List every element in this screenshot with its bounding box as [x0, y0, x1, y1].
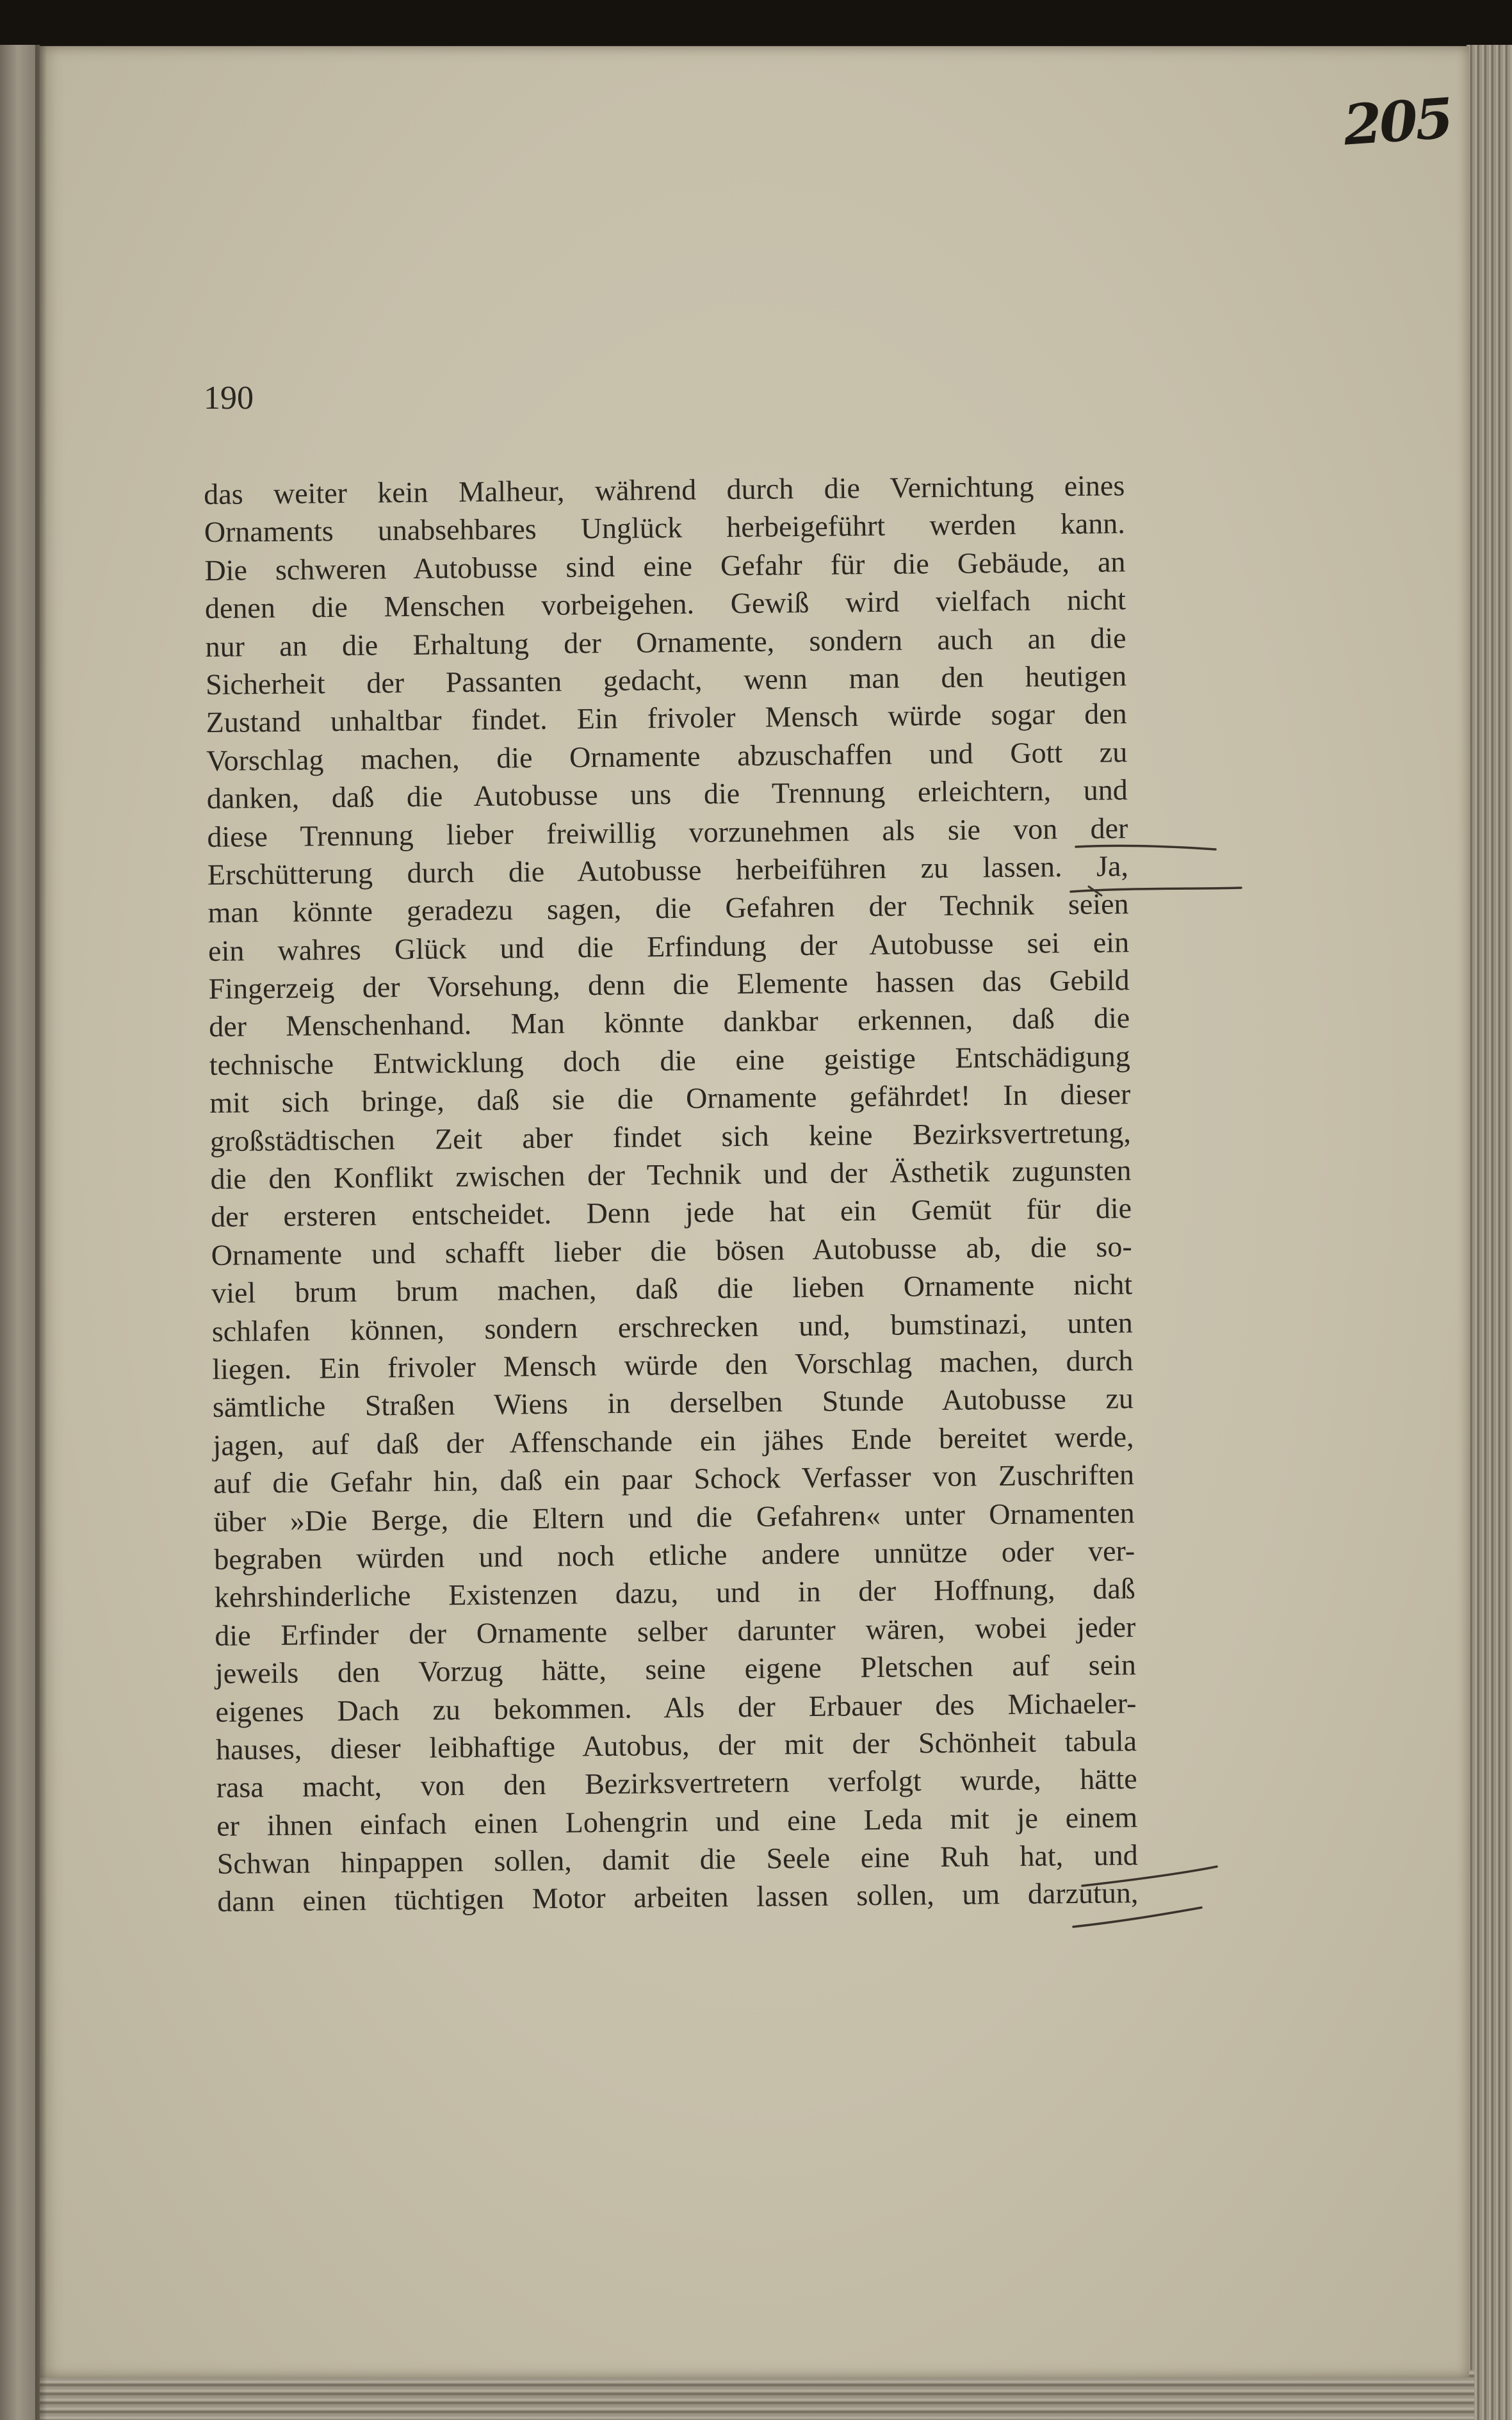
gutter-shadow	[35, 45, 47, 2420]
text-line: begraben würden und noch etliche andere unnütze oder ver-	[214, 1534, 1135, 1576]
text-line: Die schweren Autobusse sind eine Gefahr für die Gebäude, an	[204, 544, 1126, 587]
text-line: jeweils den Vorzug hätte, seine eigene Pletschen auf sein	[215, 1648, 1137, 1690]
text-line: hauses, dieser leibhaftige Autobus, der mit der Schönheit tabula	[215, 1724, 1137, 1766]
text-line: Fingerzeig der Vorsehung, denn die Elemente hassen das Gebild	[208, 963, 1130, 1006]
text-line: über »Die Berge, die Eltern und die Gefahren« unter Ornamenten	[213, 1496, 1135, 1538]
text-line: kehrshinderliche Existenzen dazu, und in der Hoffnung, daß	[214, 1572, 1135, 1614]
text-line: der ersteren entscheidet. Denn jede hat ein Gemüt für die	[210, 1191, 1132, 1234]
text-line: Ornamente und schafft lieber die bösen Autobusse ab, die so-	[211, 1229, 1132, 1271]
text-line: jagen, auf daß der Affenschande ein jähes Ende bereitet werde,	[213, 1419, 1134, 1462]
text-line: Vorschlag machen, die Ornamente abzuschaffen und Gott zu	[206, 735, 1128, 777]
body-text	[204, 466, 1139, 1921]
text-line: schlafen können, sondern erschrecken und, bumstinazi, unten	[211, 1305, 1134, 1348]
previous-page-edge	[0, 45, 40, 2420]
text-line: mit sich bringe, daß sie die Ornamente gefährdet! In dieser	[209, 1077, 1131, 1120]
text-line: er ihnen einfach einen Lohengrin und eine Leda mit je einem	[216, 1800, 1138, 1842]
text-line: die Erfinder der Ornamente selber darunter wären, wobei jeder	[215, 1610, 1136, 1652]
page-stack-edge-right	[1467, 45, 1512, 2420]
text-line: man könnte geradezu sagen, die Gefahren der Technik seien	[207, 887, 1129, 929]
text-line: dann einen tüchtigen Motor arbeiten lassen sollen, um darzutun,	[217, 1876, 1139, 1918]
page-number: 190	[204, 380, 254, 416]
text-line: das weiter kein Malheur, während durch die Vernichtung eines	[204, 469, 1125, 511]
text-line: Schwan hinpappen sollen, damit die Seele eine Ruh hat, und	[216, 1838, 1138, 1880]
text-line: denen die Menschen vorbeigehen. Gewiß wird vielfach nicht	[204, 583, 1126, 625]
text-line: diese Trennung lieber freiwillig vorzunehmen als sie von der	[207, 811, 1128, 853]
text-line: Erschütterung durch die Autobusse herbeiführen zu lassen. Ja,	[207, 849, 1129, 891]
text-line: Zustand unhaltbar findet. Ein frivoler Mensch würde sogar den	[206, 697, 1127, 739]
text-line: technische Entwicklung doch die eine geistige Entschädigung	[209, 1040, 1131, 1081]
text-line: auf die Gefahr hin, daß ein paar Schock Verfasser von Zuschriften	[213, 1458, 1135, 1500]
text-line: liegen. Ein frivoler Mensch würde den Vorschlag machen, durch	[212, 1344, 1134, 1386]
text-line: die den Konflikt zwischen der Technik und der Ästhetik zugunsten	[210, 1154, 1132, 1195]
text-line: Sicherheit der Passanten gedacht, wenn man den heutigen	[205, 659, 1127, 701]
text-line: viel brum brum machen, daß die lieben Ornamente nicht	[211, 1268, 1133, 1310]
text-line: der Menschenhand. Man könnte dankbar erkennen, daß die	[209, 1001, 1130, 1043]
text-line: rasa macht, von den Bezirksvertretern verfolgt wurde, hätte	[216, 1762, 1137, 1804]
scanner-background	[0, 0, 1512, 45]
text-line: großstädtischen Zeit aber findet sich keine Bezirksvertretung,	[209, 1115, 1132, 1157]
text-line: ein wahres Glück und die Erfindung der Autobusse sei ein	[207, 925, 1130, 967]
text-line: Ornaments unabsehbares Unglück herbeigeführt werden kann.	[204, 507, 1126, 549]
text-line: sämtliche Straßen Wiens in derselben Stunde Autobusse zu	[212, 1382, 1134, 1424]
text-line: nur an die Erhaltung der Ornamente, sondern auch an die	[205, 621, 1126, 663]
text-line: danken, daß die Autobusse uns die Trennung erleichtern, und	[206, 773, 1128, 815]
text-line: eigenes Dach zu bekommen. Als der Erbauer des Michaeler-	[215, 1686, 1137, 1728]
handwritten-folio-number: 205	[1341, 86, 1453, 158]
